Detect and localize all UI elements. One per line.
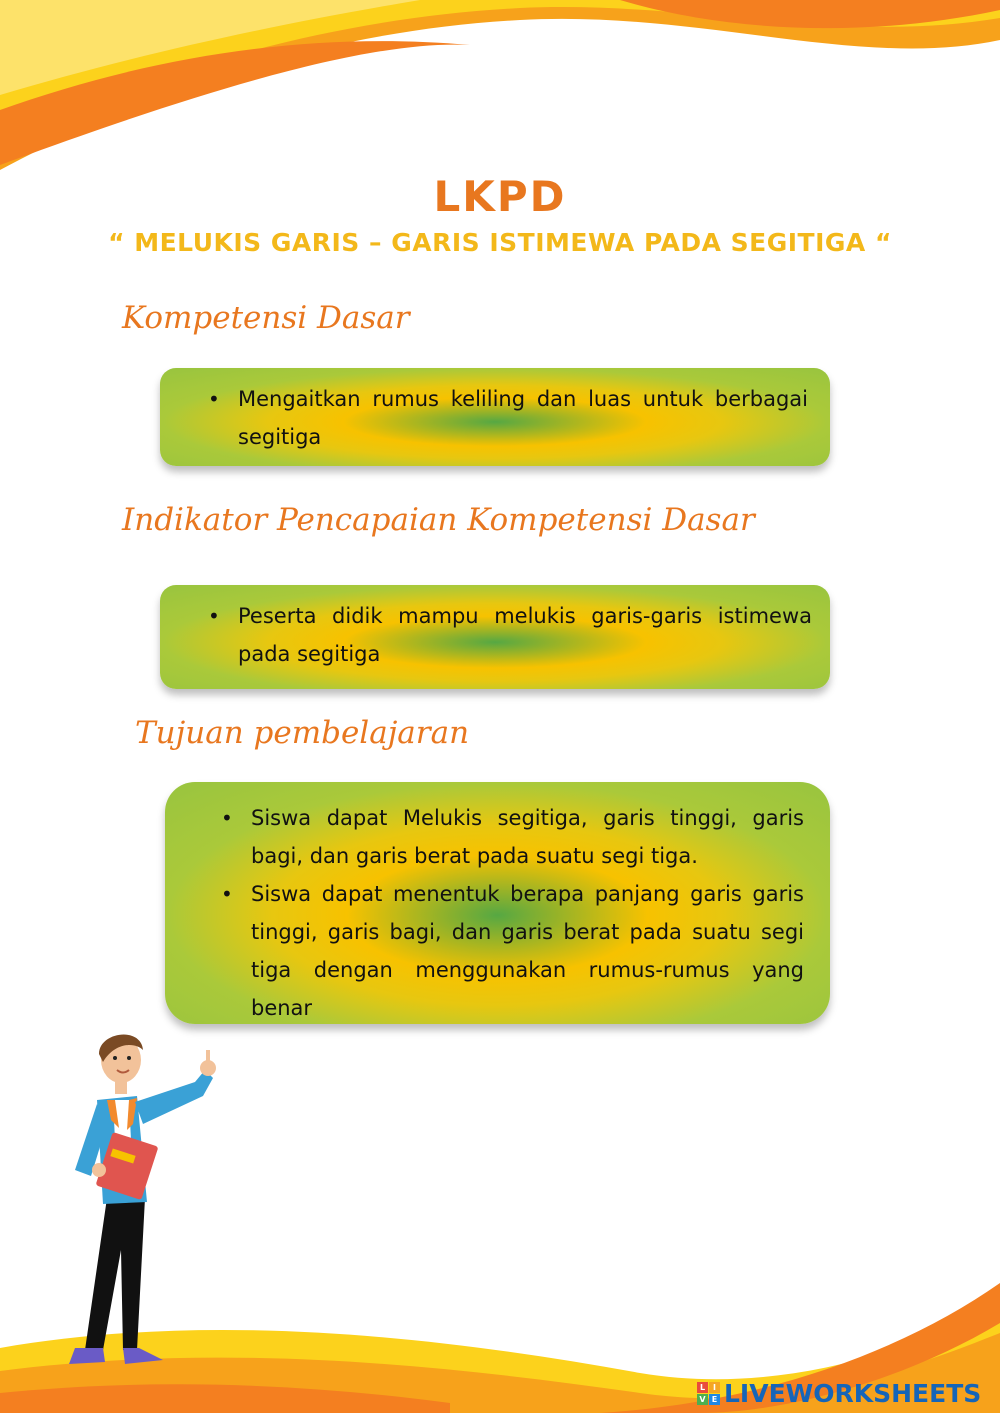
top-wave-decoration	[0, 0, 1000, 200]
brand-text: LIVEWORKSHEETS	[724, 1378, 982, 1408]
list-item-text: Siswa dapat Melukis segitiga, garis tinggi, garis bagi, dan garis berat pada suatu segi tiga.	[251, 806, 804, 868]
list-item	[173, 875, 804, 1027]
teacher-illustration-icon	[45, 1020, 235, 1390]
bullet-dot-icon: •	[221, 882, 233, 906]
logo-letter: L	[697, 1382, 708, 1393]
section-heading-indikator: Indikator Pencapaian Kompetensi Dasar	[122, 502, 755, 538]
liveworksheets-logo-icon	[697, 1382, 720, 1405]
section-heading-tujuan: Tujuan pembelajaran	[135, 715, 470, 751]
page-title: LKPD	[433, 172, 567, 221]
kompetensi-dasar-box	[160, 368, 830, 466]
page-subtitle: “ MELUKIS GARIS – GARIS ISTIMEWA PADA SEGITIGA “	[108, 228, 892, 257]
logo-letter: I	[709, 1382, 720, 1393]
list-item	[173, 799, 804, 875]
bullet-dot-icon: •	[208, 387, 220, 411]
logo-letter: V	[697, 1394, 708, 1405]
list-item	[160, 597, 812, 673]
section-heading-kompetensi-dasar: Kompetensi Dasar	[122, 300, 410, 336]
liveworksheets-brand	[697, 1376, 981, 1410]
tujuan-box	[165, 782, 830, 1024]
list-item-text: Mengaitkan rumus keliling dan luas untuk berbagai segitiga	[238, 387, 808, 449]
list-item-text: Peserta didik mampu melukis garis-garis istimewa pada segitiga	[238, 604, 812, 666]
bullet-dot-icon: •	[221, 806, 233, 830]
logo-letter: E	[709, 1394, 720, 1405]
indikator-box	[160, 585, 830, 689]
list-item-text: Siswa dapat menentuk berapa panjang garis garis tinggi, garis bagi, dan garis berat pada suatu segi tiga dengan menggunakan rumus-rumus yang benar	[251, 882, 804, 1020]
bullet-dot-icon: •	[208, 604, 220, 628]
list-item	[160, 380, 808, 456]
